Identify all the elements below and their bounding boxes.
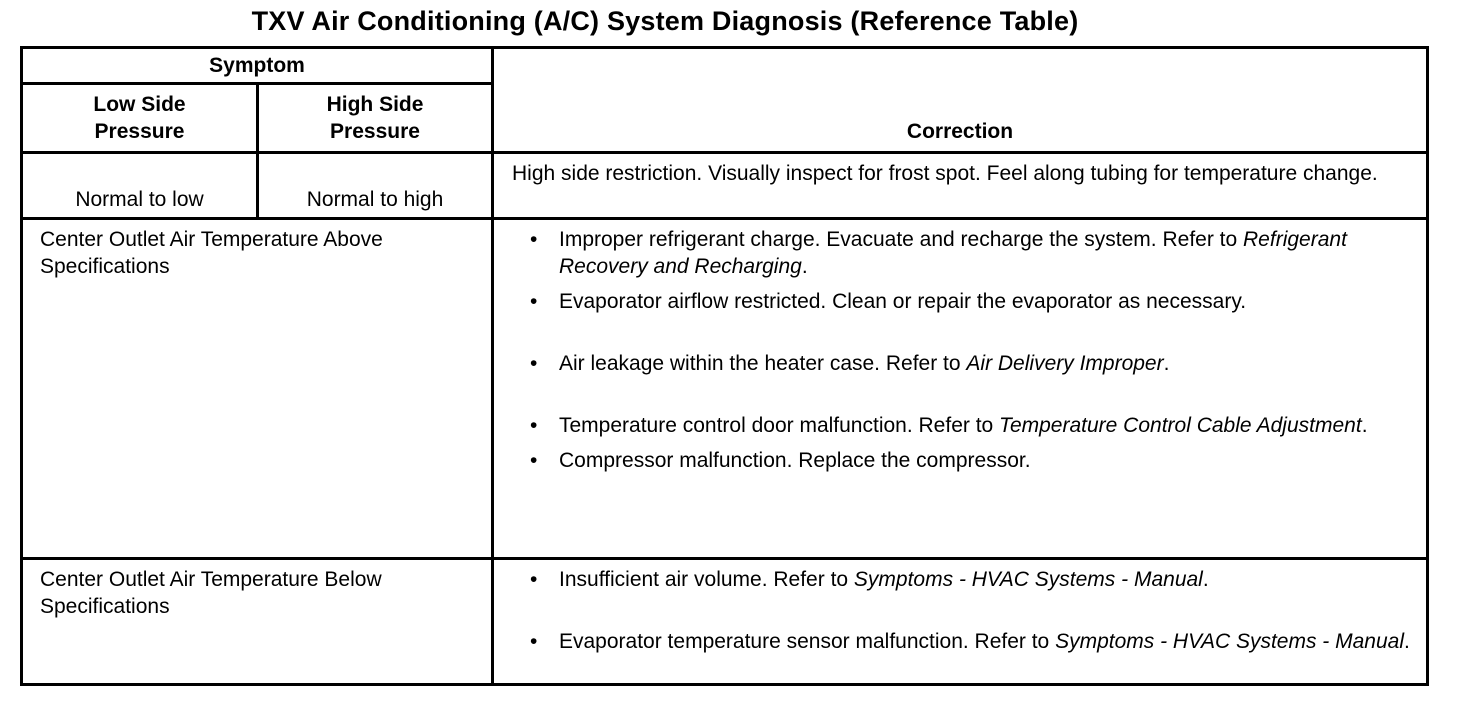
diagnosis-table <box>20 46 1429 686</box>
symptom-header: Symptom <box>22 48 493 84</box>
correction-below-spec <box>493 559 1428 685</box>
list-item: • Temperature control door malfunction. Refer to Temperature Control Cable Adjustment. <box>530 412 1426 439</box>
list-item: • Insufficient air volume. Refer to Symptoms - HVAC Systems - Manual. <box>530 566 1426 593</box>
correction-header: Correction <box>493 48 1428 153</box>
list-item: • Evaporator airflow restricted. Clean or repair the evaporator as necessary. <box>530 288 1426 315</box>
high-side-pressure-value: Normal to high <box>258 153 493 219</box>
page-title: TXV Air Conditioning (A/C) System Diagnosis (Reference Table) <box>251 6 1079 36</box>
symptom-below-spec: Center Outlet Air Temperature Below Specifications <box>22 559 493 685</box>
correction-list <box>530 226 1426 474</box>
correction-list <box>530 566 1426 655</box>
pressure-correction: High side restriction. Visually inspect for frost spot. Feel along tubing for temperature change. <box>493 153 1428 219</box>
symptom-above-spec: Center Outlet Air Temperature Above Specifications <box>22 219 493 559</box>
low-side-pressure-value: Normal to low <box>22 153 258 219</box>
list-item: • Air leakage within the heater case. Refer to Air Delivery Improper. <box>530 350 1426 377</box>
list-item: • Evaporator temperature sensor malfunction. Refer to Symptoms - HVAC Systems - Manual. <box>530 628 1426 655</box>
list-item: • Improper refrigerant charge. Evacuate and recharge the system. Refer to Refrigerant Recovery and Recharging. <box>530 226 1426 280</box>
list-item: • Compressor malfunction. Replace the compressor. <box>530 447 1426 474</box>
low-side-pressure-header: Low Side Pressure <box>22 84 258 153</box>
high-side-pressure-header: High Side Pressure <box>258 84 493 153</box>
correction-above-spec <box>493 219 1428 559</box>
